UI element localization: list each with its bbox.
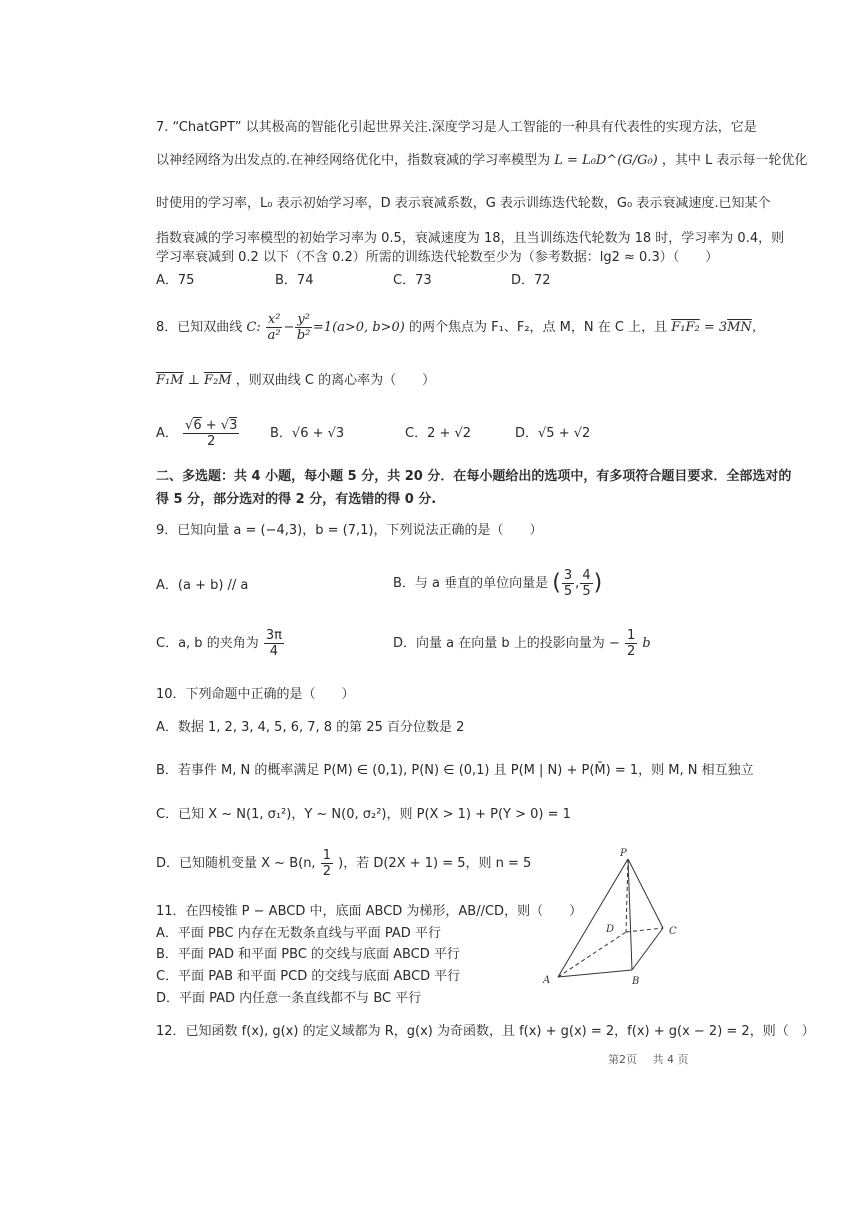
edge-ab bbox=[558, 970, 632, 977]
q11-option-d: D．平面 PAD 内任意一条直线都不与 BC 平行 bbox=[156, 991, 422, 1006]
q8-option-b: B．√6 + √3 bbox=[270, 426, 345, 441]
q8-option-d: D．√5 + √2 bbox=[515, 426, 591, 441]
label-d: D bbox=[606, 924, 615, 935]
q11-option-b: B．平面 PAD 和平面 PBC 的交线与底面 ABCD 平行 bbox=[156, 947, 460, 962]
q8-perpendicular: F₁M ⊥ F₂M bbox=[156, 373, 232, 388]
q7-option-d: D．72 bbox=[511, 273, 551, 288]
q7-line-2-text: 以神经网络为出发点的.在神经网络优化中，指数衰减的学习率模型为 bbox=[156, 153, 551, 168]
edge-pd bbox=[626, 859, 628, 932]
q7-option-a: A．75 bbox=[156, 273, 195, 288]
q8-line-1-text: 8．已知双曲线 bbox=[156, 320, 243, 335]
label-b: B bbox=[632, 976, 640, 986]
q10-option-d: D．已知随机变量 X ~ B(n, $\frac{1}{2}$ )，若 D(2X + 1) = 5，则 n = 5 bbox=[156, 848, 532, 879]
q9-option-c-text: C．a, b 的夹角为 bbox=[156, 636, 259, 651]
q8-option-a bbox=[156, 418, 240, 449]
q9-option-c: C．a, b 的夹角为 $\frac{3\pi}{4}$ bbox=[156, 628, 282, 659]
q8-vector-relation: $F_1F_2 = 3\overline{MN}$， bbox=[671, 320, 765, 335]
q7-option-b: B．74 bbox=[275, 273, 314, 288]
q9-option-d-vector: b bbox=[642, 636, 651, 651]
q10-option-d-tail: )，若 D(2X + 1) = 5，则 n = 5 bbox=[338, 856, 532, 871]
q8-hyperbola: C: $\frac{\text{x²}}{\text{a²}}$ − $\frac{\text{y²}}{\text{b²}}$ =1(a>0, b>0) bbox=[246, 312, 410, 343]
q9-option-b: B．与 a 垂直的单位向量是 ( $\frac{3}{5}$ , $\frac{4}{5}$ ) bbox=[393, 568, 603, 599]
q10-stem: 10．下列命题中正确的是（ ） bbox=[156, 687, 355, 702]
q10-option-d-text: D．已知随机变量 X ~ B(n, bbox=[156, 856, 316, 871]
edge-bc bbox=[632, 928, 663, 970]
q7-line-4: 指数衰减的学习率模型的初始学习率为 0.5，衰减速度为 18，且当训练迭代轮数为 18 时，学习率为 0.4，则 bbox=[156, 231, 785, 246]
q11-option-c: C．平面 PAB 和平面 PCD 的交线与底面 ABCD 平行 bbox=[156, 969, 461, 984]
q8-option-c: C．2 + √2 bbox=[405, 426, 472, 441]
q11-stem: 11．在四棱锥 P − ABCD 中，底面 ABCD 为梯形，AB//CD，则（ ） bbox=[156, 904, 583, 919]
q10-option-b: B．若事件 M, N 的概率满足 P(M) ∈ (0,1), P(N) ∈ (0,1) 且 P(M | N) + P(M̄) = 1，则 M, N 相互独立 bbox=[156, 763, 754, 778]
q8-line-1-tail: 的两个焦点为 F₁、F₂，点 M，N 在 C 上，且 bbox=[409, 320, 668, 335]
q9-option-a: A．(a + b) // a bbox=[156, 578, 249, 593]
q8-option-a-label: A． bbox=[156, 426, 178, 441]
q9-option-d-text: D．向量 a 在向量 b 上的投影向量为 − bbox=[393, 636, 620, 651]
edge-ad bbox=[558, 932, 626, 977]
q7-line-3: 时使用的学习率，L₀ 表示初始学习率，D 表示衰减系数，G 表示训练迭代轮数，G₀ 表示衰减速度.已知某个 bbox=[156, 196, 771, 211]
label-a: A bbox=[543, 975, 551, 986]
page-number: 第2页 bbox=[608, 1053, 637, 1066]
q7-line-1: 7. “ChatGPT” 以其极高的智能化引起世界关注.深度学习是人工智能的一种具有代表性的实现方法，它是 bbox=[156, 120, 757, 135]
q9-option-d: D．向量 a 在向量 b 上的投影向量为 − $\frac{1}{2}$ b bbox=[393, 628, 651, 659]
q7-line-5: 学习率衰减到 0.2 以下（不含 0.2）所需的训练迭代轮数至少为（参考数据：lg2 ≈ 0.3）（ ） bbox=[156, 250, 719, 265]
page-total: 共 4 页 bbox=[652, 1053, 689, 1066]
q7-line-2 bbox=[156, 152, 807, 170]
edge-pb bbox=[628, 859, 632, 970]
q7-line-2-tail: ，其中 L 表示每一轮优化 bbox=[661, 153, 808, 168]
q11-option-a: A．平面 PBC 内存在无数条直线与平面 PAD 平行 bbox=[156, 926, 441, 941]
q9-stem: 9．已知向量 a = (−4,3)，b = (7,1)，下列说法正确的是（ ） bbox=[156, 523, 543, 538]
q9-option-b-text: B．与 a 垂直的单位向量是 bbox=[393, 576, 549, 591]
q8-line-2 bbox=[156, 372, 435, 390]
section-2-heading-line-2: 得 5 分，部分选对的得 2 分，有选错的得 0 分. bbox=[156, 492, 437, 507]
page-footer bbox=[608, 1051, 701, 1067]
label-p: P bbox=[620, 848, 627, 859]
q8-line-2-tail: ，则双曲线 C 的离心率为（ ） bbox=[235, 373, 436, 388]
q12-stem: 12．已知函数 f(x), g(x) 的定义域都为 R，g(x) 为奇函数，且 f(x) + g(x) = 2，f(x) + g(x − 2) = 2，则（ ） bbox=[156, 1024, 815, 1039]
section-2-heading-line-1: 二、多选题：共 4 小题，每小题 5 分，共 20 分．在每小题给出的选项中，有多项符合题目要求．全部选对的 bbox=[156, 469, 792, 484]
edge-pa bbox=[558, 859, 628, 977]
q8-option-a-fraction: $\frac{√6 + √3}{2}$ bbox=[185, 418, 238, 449]
q8-line-1 bbox=[156, 312, 765, 343]
q7-option-c: C．73 bbox=[393, 273, 432, 288]
edge-pc bbox=[628, 859, 663, 928]
q10-option-c: C．已知 X ~ N(1, σ₁²)，Y ~ N(0, σ₂²)，则 P(X > 1) + P(Y > 0) = 1 bbox=[156, 807, 571, 822]
edge-dc bbox=[626, 928, 663, 932]
q7-formula: L = L₀D^(G/G₀) bbox=[554, 153, 658, 168]
label-c: C bbox=[669, 926, 677, 937]
q10-option-a: A．数据 1, 2, 3, 4, 5, 6, 7, 8 的第 25 百分位数是 2 bbox=[156, 720, 465, 735]
pyramid-figure bbox=[530, 846, 690, 986]
